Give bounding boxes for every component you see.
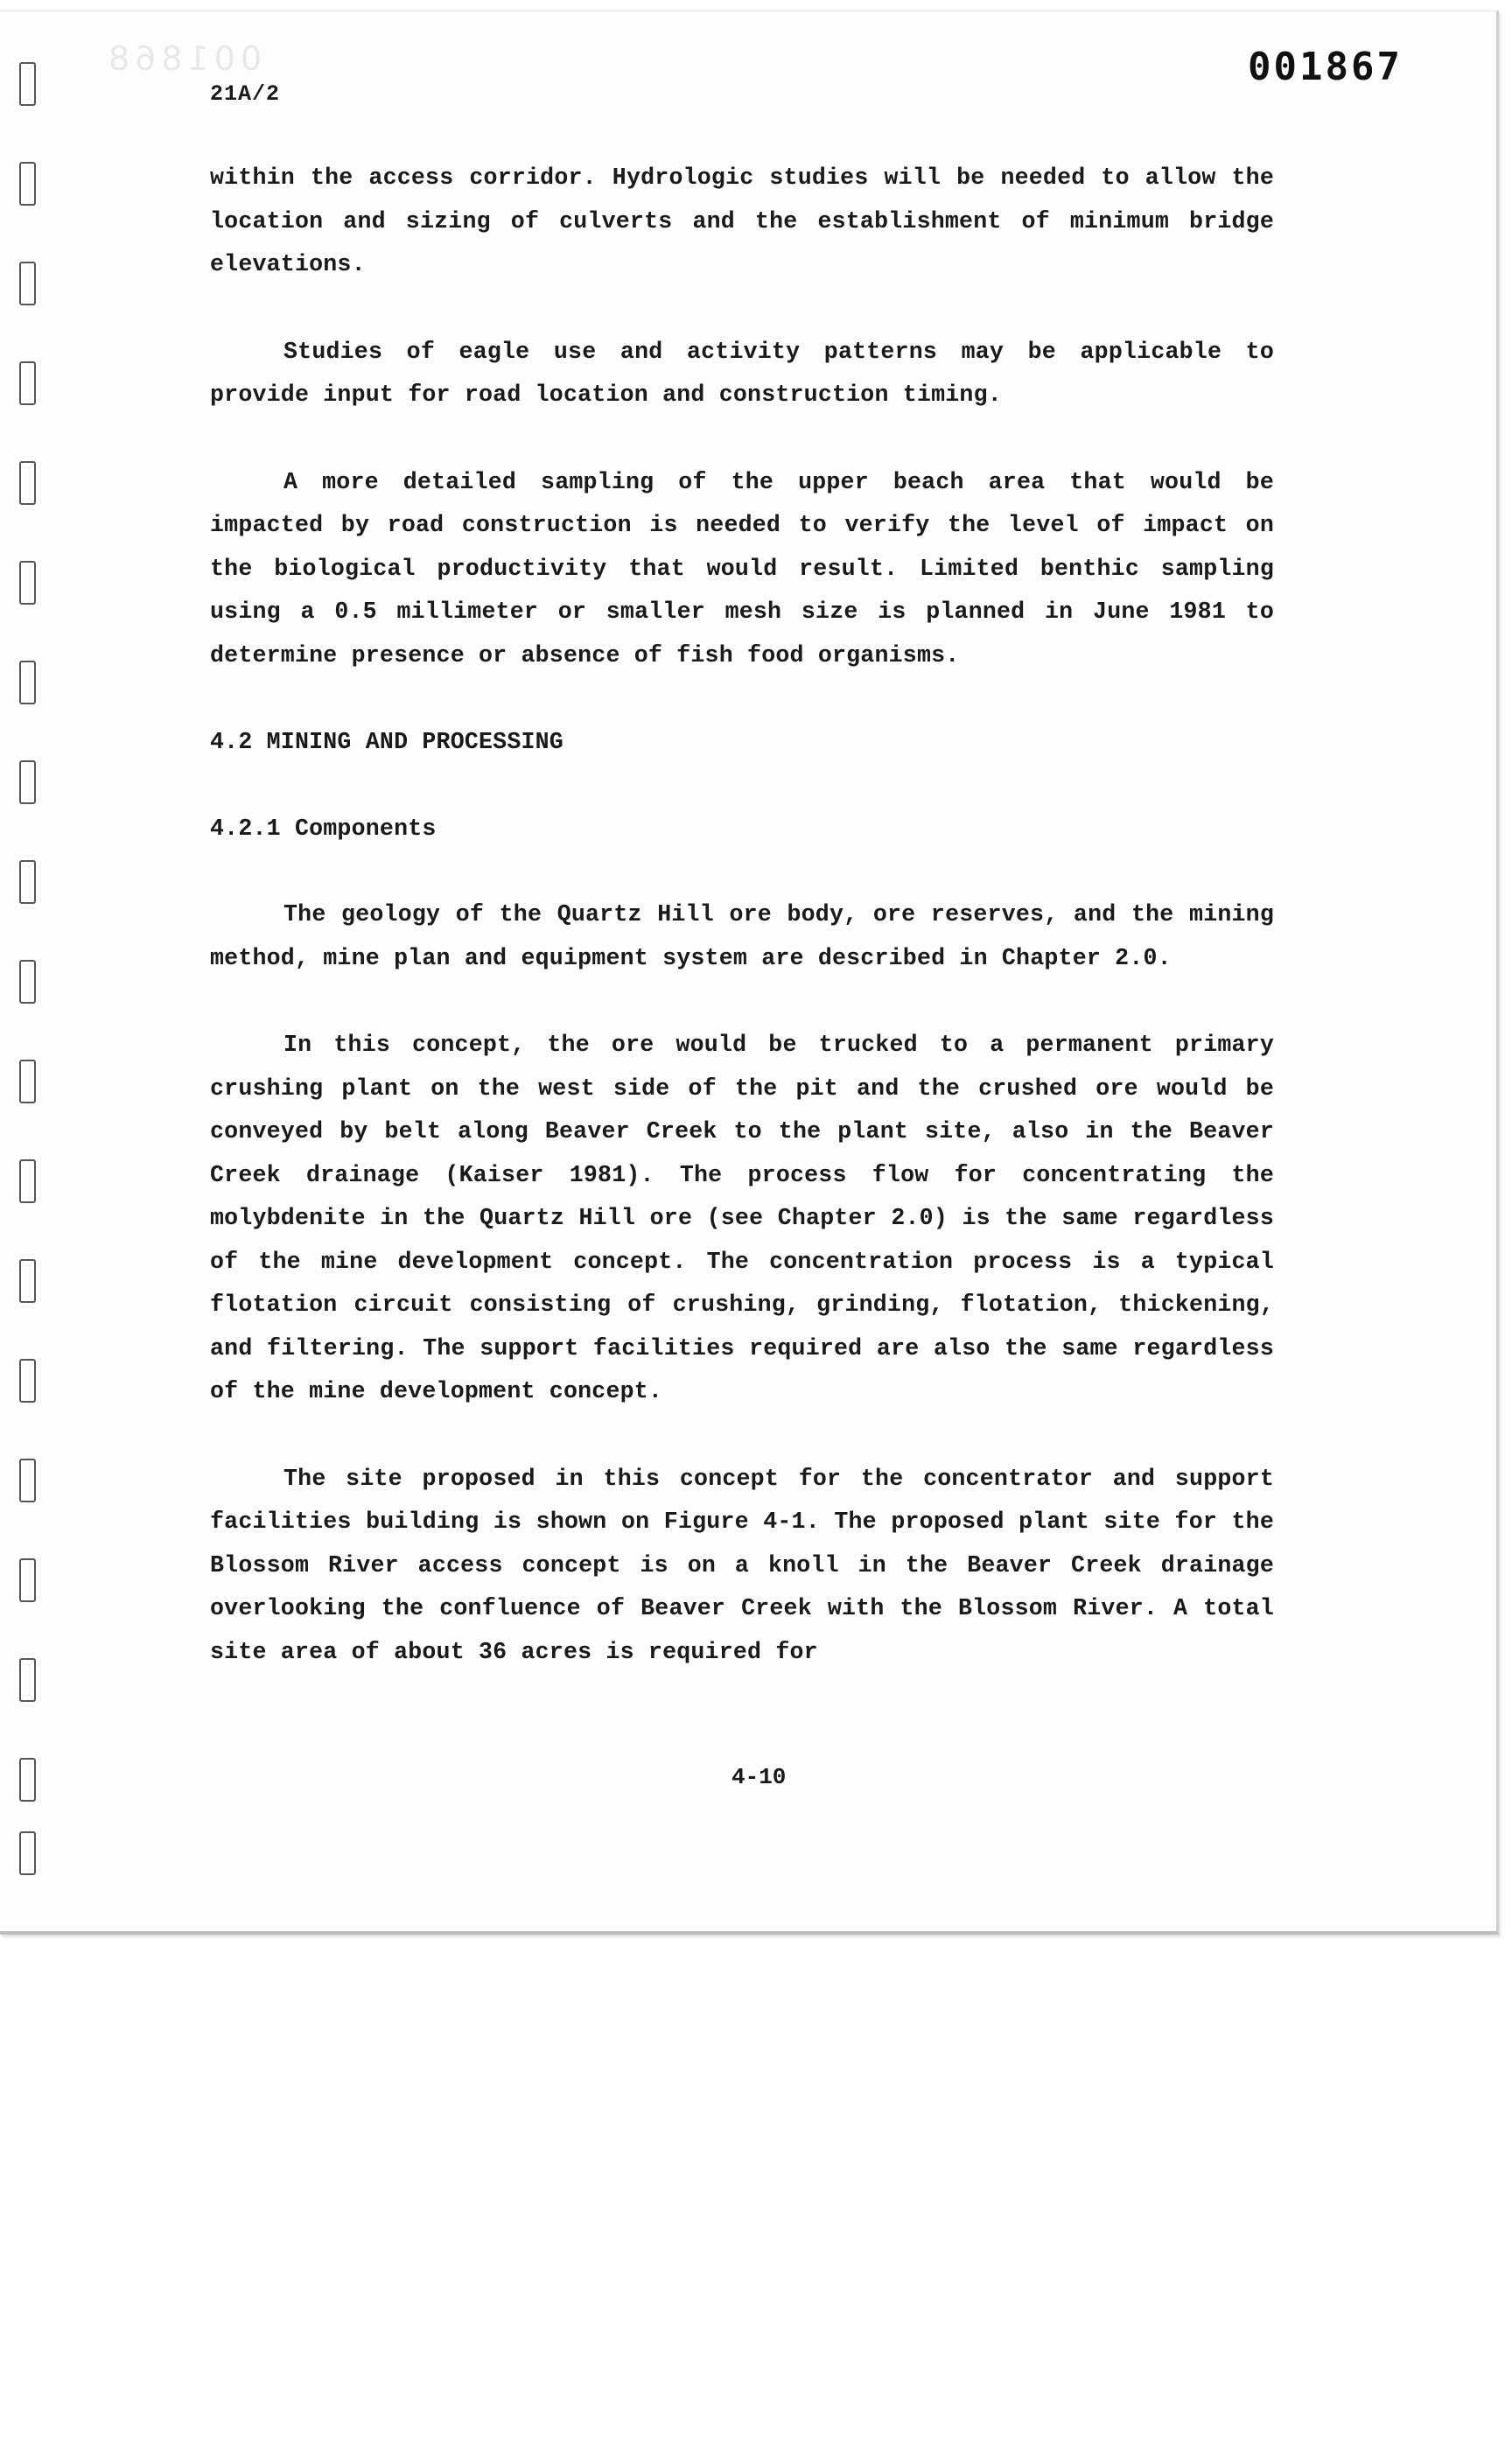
punch-hole (19, 1259, 36, 1303)
punch-hole (19, 262, 36, 305)
punch-hole (19, 62, 36, 106)
punch-hole (19, 561, 36, 605)
binder-punch-holes (19, 11, 40, 1931)
paragraph-plant-site: The site proposed in this concept for the concentrator and support facilities building is shown on Figure 4-1. The proposed plant site for the Blossom River access concept is on a knoll in the Beaver Creek drainage overlooking the confluence of Beaver Creek with the Blossom River. A total site area of about 36 acres is required for (210, 1465, 1274, 1665)
punch-hole (19, 1831, 36, 1875)
document-page (0, 10, 1499, 1935)
page-stamp-number: 001867 (1248, 45, 1403, 89)
punch-hole (19, 1658, 36, 1702)
punch-hole (19, 1459, 36, 1502)
punch-hole (19, 461, 36, 505)
body-text (210, 157, 1274, 1718)
punch-hole (19, 162, 36, 206)
punch-hole (19, 760, 36, 804)
paragraph-geology: The geology of the Quartz Hill ore body, ore reserves, and the mining method, mine plan and equipment system are described in Chapter 2.0. (210, 901, 1274, 971)
punch-hole (19, 361, 36, 405)
punch-hole (19, 661, 36, 704)
paragraph-access-corridor: within the access corridor. Hydrologic studies will be needed to allow the location and sizing of culverts and the establishment of minimum bridge elevations. (210, 164, 1274, 277)
subsection-heading: 4.2.1 Components (210, 815, 437, 842)
punch-hole (19, 1060, 36, 1103)
paragraph-process-flow: In this concept, the ore would be trucked to a permanent primary crushing plant on the west side of the pit and the crushed ore would be conveyed by belt along Beaver Creek to the plant site, also in the Beaver Creek drainage (Kaiser 1981). The process flow for concentrating the molybdenite in the Quartz Hill ore (see Chapter 2.0) is the same regardless of the mine development concept. The concentration process is a typical flotation circuit consisting of crushing, grinding, flotation, thickening, and filtering. The support facilities required are also the same regardless of the mine development concept. (210, 1032, 1274, 1404)
paragraph-beach-sampling: A more detailed sampling of the upper beach area that would be impacted by road construction is needed to verify the level of impact on the biological productivity that would result. Limited benthic sampling using a 0.5 millimeter or smaller mesh size is planned in June 1981 to determine presence or absence of fish food organisms. (210, 468, 1274, 668)
punch-hole (19, 960, 36, 1004)
punch-hole (19, 1159, 36, 1203)
document-code: 21A/2 (210, 81, 281, 107)
bleed-through-stamp: 001868 (103, 39, 262, 78)
section-heading: 4.2 MINING AND PROCESSING (210, 729, 564, 755)
paragraph-eagle-studies: Studies of eagle use and activity patterns may be applicable to provide input for road location and construction timing. (210, 338, 1274, 408)
punch-hole (19, 860, 36, 904)
punch-hole (19, 1758, 36, 1802)
punch-hole (19, 1558, 36, 1602)
page-number: 4-10 (732, 1764, 787, 1790)
punch-hole (19, 1359, 36, 1403)
